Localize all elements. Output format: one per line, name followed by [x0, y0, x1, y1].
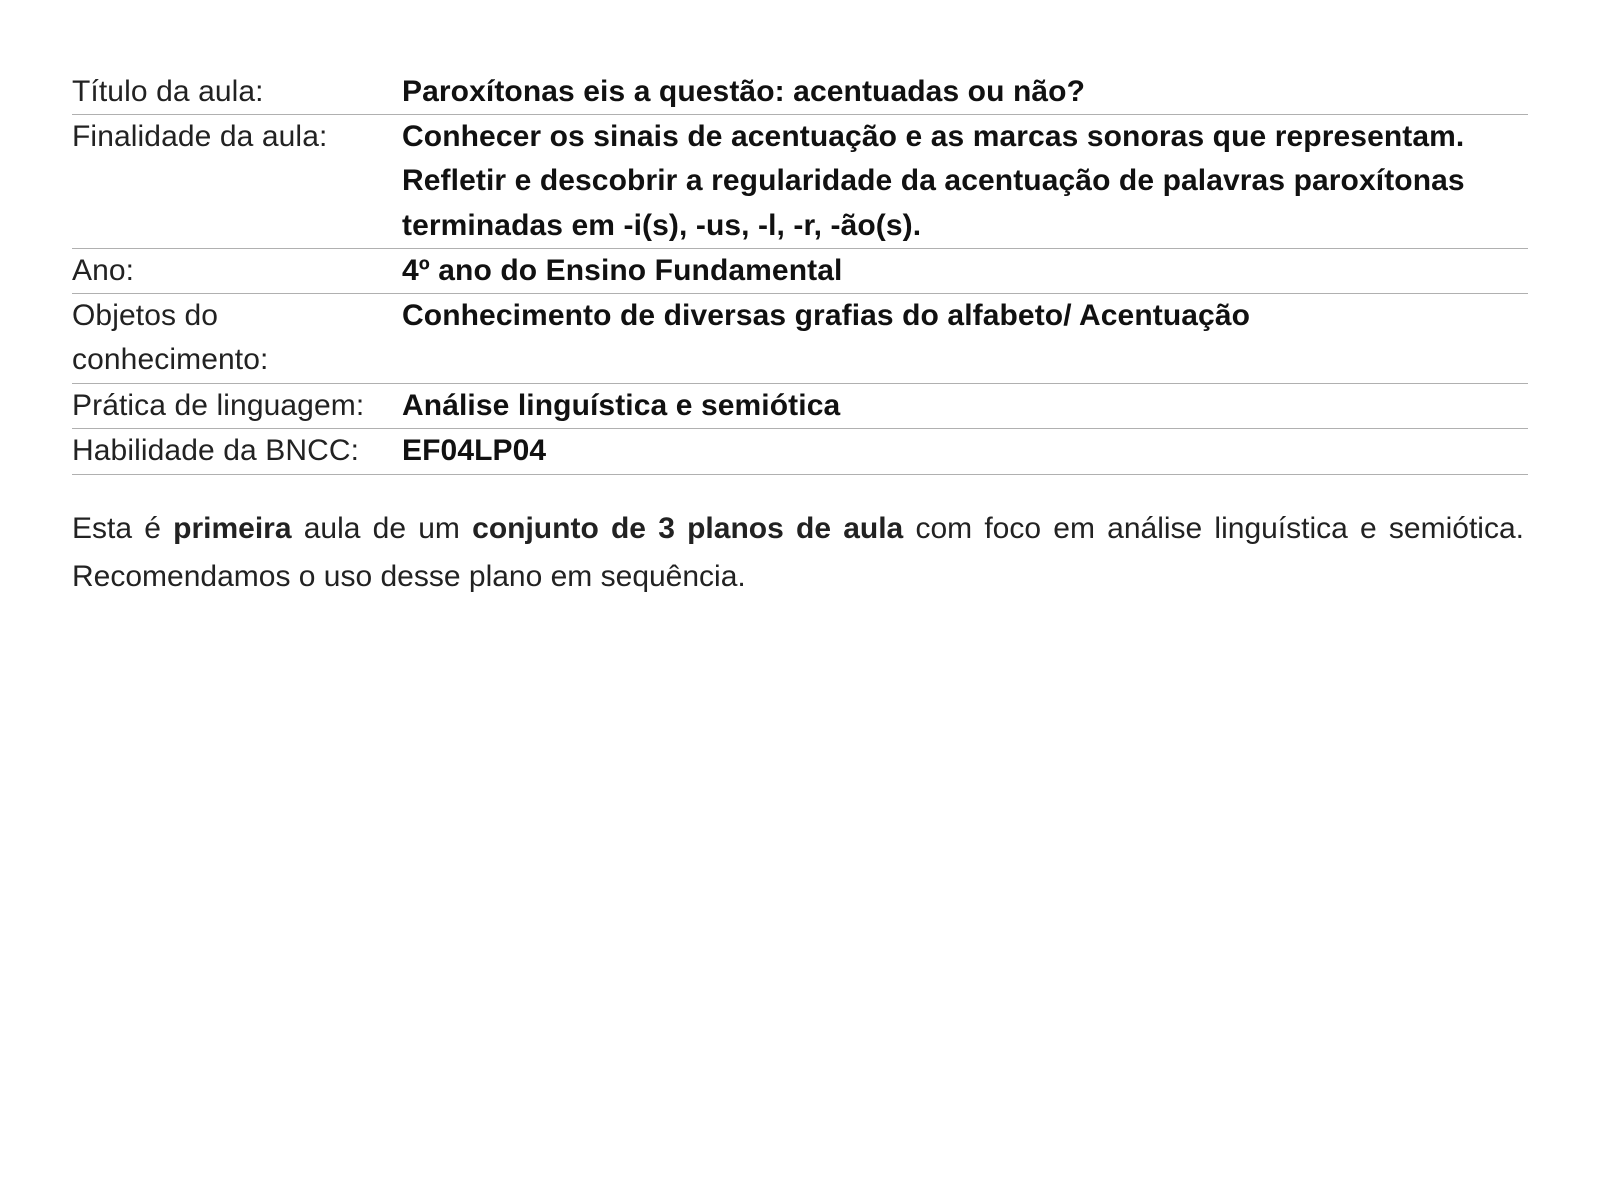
field-label-finalidade: Finalidade da aula:	[72, 120, 328, 154]
table-footnote-row	[72, 474, 1528, 631]
row-value-cell	[402, 383, 1528, 428]
row-label-cell	[72, 294, 402, 384]
table-row	[72, 294, 1528, 384]
row-label-cell	[72, 70, 402, 115]
footnote-cell	[72, 474, 1528, 631]
row-value-cell	[402, 70, 1528, 115]
field-value-pratica: Análise linguística e semiótica	[402, 388, 841, 422]
table-row	[72, 70, 1528, 115]
footnote-bold-1: primeira	[173, 511, 292, 545]
field-value-ano: 4º ano do Ensino Fundamental	[402, 253, 843, 287]
row-value-cell	[402, 248, 1528, 293]
field-label-habilidade: Habilidade da BNCC:	[72, 434, 360, 468]
table-row	[72, 383, 1528, 428]
lesson-plan-table	[72, 70, 1528, 631]
footnote-part-1: Esta é	[72, 511, 174, 545]
row-value-cell	[402, 429, 1528, 474]
row-value-cell	[402, 115, 1528, 248]
row-label-cell	[72, 429, 402, 474]
field-label-objetos: Objetos do conhecimento:	[72, 299, 269, 377]
row-label-cell	[72, 248, 402, 293]
field-value-objetos: Conhecimento de diversas grafias do alfabeto/ Acentuação	[402, 299, 1251, 333]
field-label-ano: Ano:	[72, 253, 135, 287]
field-label-titulo: Título da aula:	[72, 75, 264, 108]
table-row	[72, 115, 1528, 248]
field-value-finalidade-line-1: Conhecer os sinais de acentuação e as marcas sonoras que representam.	[402, 120, 1465, 154]
field-label-pratica: Prática de linguagem:	[72, 388, 365, 422]
row-label-cell	[72, 115, 402, 248]
field-value-finalidade-line-2: Refletir e descobrir a regularidade da acentuação de palavras paroxítonas terminadas em -i(s), -us, -l, -r, -ão(s).	[402, 164, 1465, 242]
row-value-cell	[402, 294, 1528, 384]
row-label-cell	[72, 383, 402, 428]
table-row	[72, 429, 1528, 474]
footnote-bold-2: conjunto de 3 planos de aula	[472, 511, 904, 545]
footnote-part-2: aula de um	[291, 511, 473, 545]
field-value-titulo: Paroxítonas eis a questão: acentuadas ou não?	[402, 75, 1086, 108]
footnote-text	[72, 505, 1524, 601]
field-value-habilidade: EF04LP04	[402, 434, 547, 468]
footnote-part-3: com foco em análise linguística e semiótica. Recomendamos o uso desse plano em sequência.	[72, 511, 1524, 593]
table-row	[72, 248, 1528, 293]
